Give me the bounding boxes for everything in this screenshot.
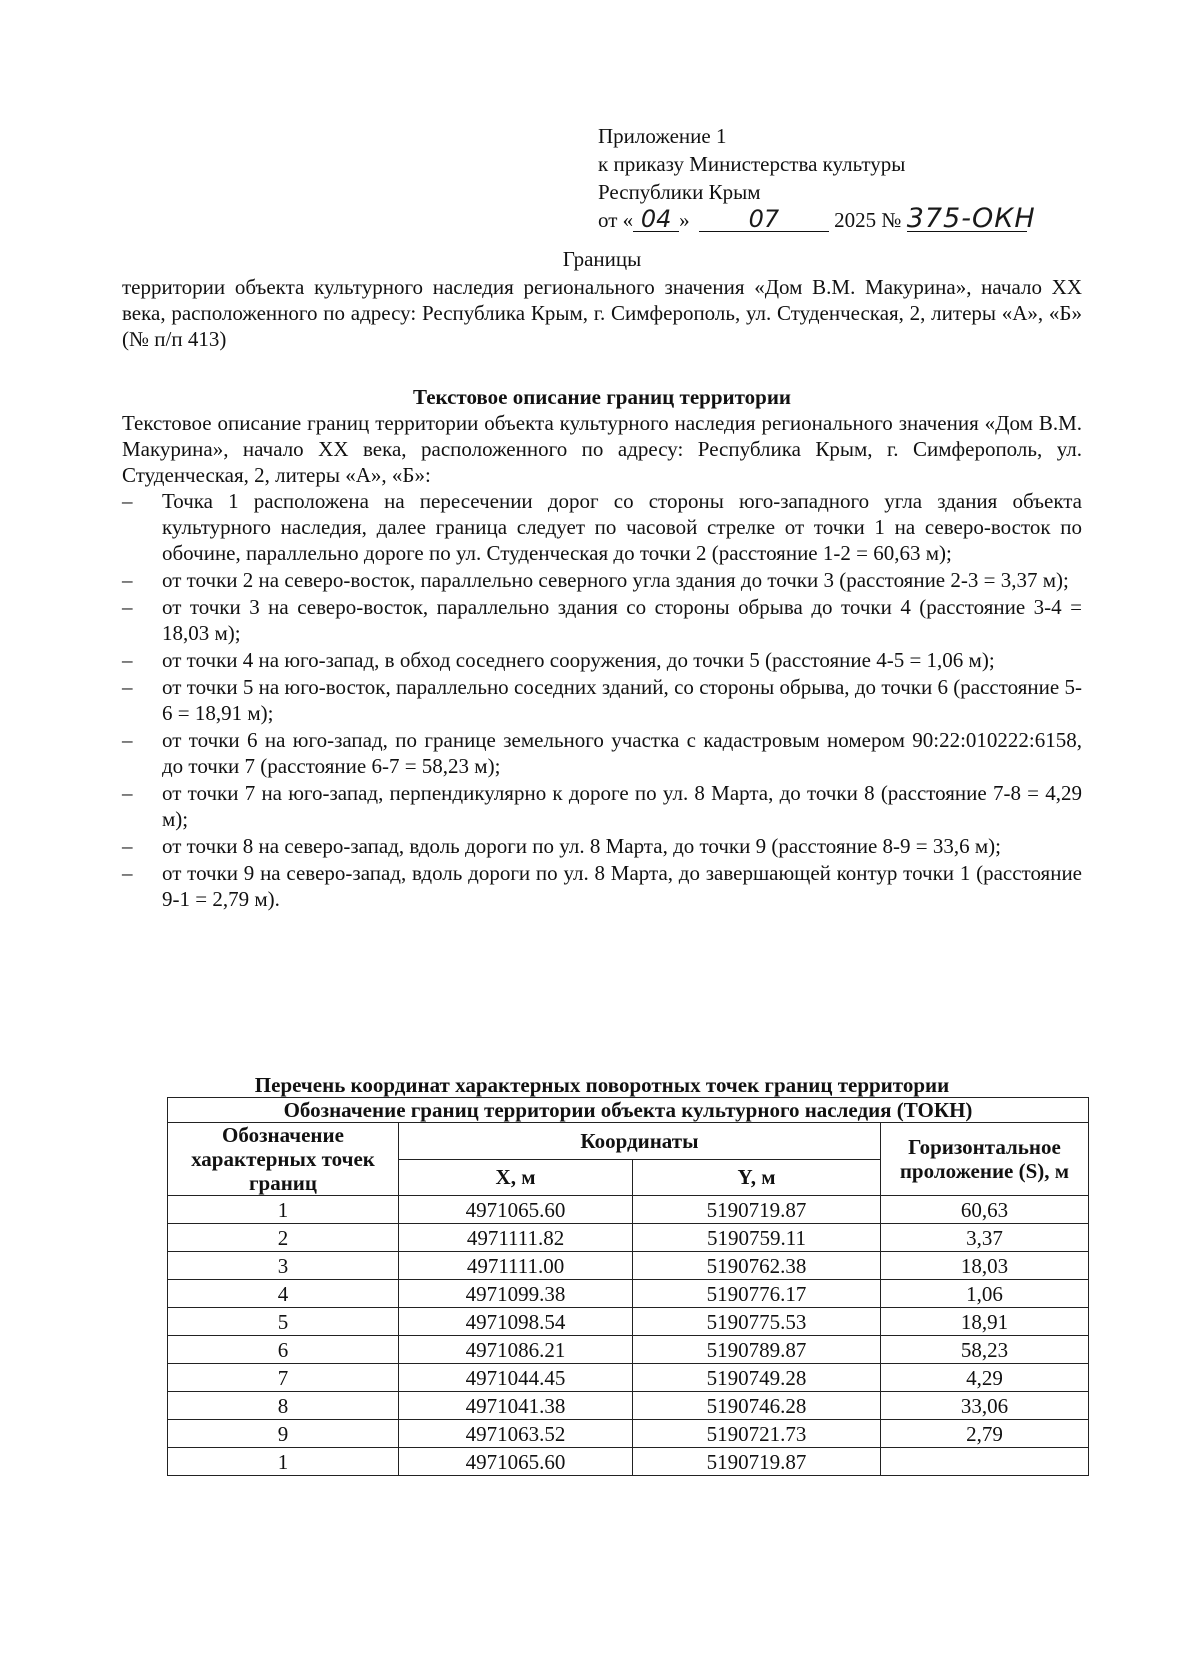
cell-x: 4971086.21 [398,1336,632,1364]
cell-x: 4971098.54 [398,1308,632,1336]
appendix-number: Приложение 1 [598,124,727,148]
bullet-dash: – [122,568,133,592]
cell-distance [880,1448,1088,1476]
boundary-segment-item [122,860,1082,912]
cell-point: 1 [168,1196,399,1224]
cell-distance: 18,03 [880,1252,1088,1280]
boundary-segment-text: Точка 1 расположена на пересечении дорог со стороны юго-западного угла здания объекта культурного наследия, далее граница следует по часовой стрелке от точки 1 на северо-восток по обочине, параллельно дороге по ул. Студенческая до точки 2 (расстояние 1-2 = 60,63 м); [162,489,1082,565]
table-row [168,1196,1089,1224]
bullet-dash: – [122,489,133,513]
bullet-dash: – [122,834,133,858]
bullet-dash: – [122,728,133,752]
cell-point: 9 [168,1420,399,1448]
cell-y: 5190762.38 [633,1252,881,1280]
boundary-segment-text: от точки 6 на юго-запад, по границе земельного участка с кадастровым номером 90:22:010222:6158, до точки 7 (расстояние 6-7 = 58,23 м); [162,728,1082,778]
boundary-segment-text: от точки 3 на северо-восток, параллельно здания со стороны обрыва до точки 4 (расстояние 3-4 = 18,03 м); [162,595,1082,645]
boundary-segment-item [122,674,1082,726]
boundary-segment-text: от точки 7 на юго-запад, перпендикулярно к дороге по ул. 8 Марта, до точки 8 (расстояние 7-8 = 4,29 м); [162,781,1082,831]
bullet-dash: – [122,781,133,805]
coordinates-body [168,1196,1089,1476]
cell-point: 3 [168,1252,399,1280]
date-year: 2025 № [834,208,902,232]
header-point: Обозначение характерных точек границ [168,1123,399,1196]
cell-x: 4971099.38 [398,1280,632,1308]
header-horizontal-distance: Горизонтальное проложение (S), м [880,1123,1088,1196]
table-row [168,1448,1089,1476]
date-day-handwritten: 04 [633,207,679,232]
table-row [168,1224,1089,1252]
header-x: X, м [398,1159,632,1196]
boundary-segment-text: от точки 5 на юго-восток, параллельно соседних зданий, со стороны обрыва, до точки 6 (расстояние 5-6 = 18,91 м); [162,675,1082,725]
date-month-handwritten: 07 [699,207,829,232]
cell-point: 1 [168,1448,399,1476]
bullet-dash: – [122,675,133,699]
cell-distance: 1,06 [880,1280,1088,1308]
table-row [168,1392,1089,1420]
cell-point: 4 [168,1280,399,1308]
table-caption: Обозначение границ территории объекта культурного наследия (ТОКН) [168,1098,1089,1123]
boundary-segment-text: от точки 4 на юго-запад, в обход соседнего сооружения, до точки 5 (расстояние 4-5 = 1,06 м); [162,648,995,672]
document-title: территории объекта культурного наследия регионального значения «Дом В.М. Макурина», начало XX века, расположенного по адресу: Республика Крым, г. Симферополь, ул. Студенческая, 2, литеры «А», «Б» (№ п/п 413) [122,275,1082,351]
appendix-date-line [598,203,1078,234]
table-row [168,1252,1089,1280]
cell-y: 5190749.28 [633,1364,881,1392]
appendix-header [598,122,1078,234]
boundary-segment-text: от точки 2 на северо-восток, параллельно северного угла здания до точки 3 (расстояние 2-3 = 3,37 м); [162,568,1069,592]
cell-y: 5190789.87 [633,1336,881,1364]
header-y: Y, м [633,1159,881,1196]
bullet-dash: – [122,648,133,672]
cell-y: 5190721.73 [633,1420,881,1448]
appendix-republic: Республики Крым [598,180,761,204]
cell-y: 5190775.53 [633,1308,881,1336]
cell-x: 4971044.45 [398,1364,632,1392]
cell-distance: 58,23 [880,1336,1088,1364]
table-row [168,1336,1089,1364]
cell-distance: 18,91 [880,1308,1088,1336]
cell-y: 5190746.28 [633,1392,881,1420]
date-mid: » [679,208,690,232]
appendix-order-ref: к приказу Министерства культуры [598,152,906,176]
cell-distance: 60,63 [880,1196,1088,1224]
date-prefix: от « [598,208,634,232]
cell-x: 4971065.60 [398,1196,632,1224]
table-title: Перечень координат характерных поворотных точек границ территории [254,1073,950,1097]
cell-point: 6 [168,1336,399,1364]
boundary-segment-text: от точки 9 на северо-запад, вдоль дороги по ул. 8 Марта, до завершающей контур точки 1 (расстояние 9-1 = 2,79 м). [162,861,1082,911]
coordinates-table [167,1097,1089,1476]
boundary-segment-item [122,647,1082,673]
cell-y: 5190776.17 [633,1280,881,1308]
bullet-dash: – [122,861,133,885]
boundary-segment-item [122,488,1082,566]
cell-x: 4971111.00 [398,1252,632,1280]
cell-distance: 33,06 [880,1392,1088,1420]
cell-y: 5190759.11 [633,1224,881,1252]
cell-point: 5 [168,1308,399,1336]
header-coordinates: Координаты [398,1123,880,1160]
boundary-description-list [122,488,1082,913]
cell-x: 4971065.60 [398,1448,632,1476]
cell-distance: 2,79 [880,1420,1088,1448]
cell-x: 4971063.52 [398,1420,632,1448]
table-row [168,1364,1089,1392]
cell-distance: 3,37 [880,1224,1088,1252]
boundary-segment-item [122,727,1082,779]
boundary-segment-item [122,780,1082,832]
boundary-segment-item [122,567,1082,593]
cell-y: 5190719.87 [633,1448,881,1476]
document-heading: Границы [562,247,642,271]
cell-point: 8 [168,1392,399,1420]
cell-x: 4971111.82 [398,1224,632,1252]
bullet-dash: – [122,595,133,619]
table-row [168,1420,1089,1448]
cell-point: 2 [168,1224,399,1252]
cell-point: 7 [168,1364,399,1392]
order-number-handwritten: 375-ОКН [906,203,1036,234]
section-title: Текстовое описание границ территории [412,385,792,409]
boundary-segment-item [122,833,1082,859]
boundary-segment-text: от точки 8 на северо-запад, вдоль дороги по ул. 8 Марта, до точки 9 (расстояние 8-9 = 33,6 м); [162,834,1001,858]
cell-y: 5190719.87 [633,1196,881,1224]
intro-paragraph: Текстовое описание границ территории объекта культурного наследия регионального значения «Дом В.М. Макурина», начало XX века, расположенного по адресу: Республика Крым, г. Симферополь, ул. Студенческая, 2, литеры «А», «Б»: [122,411,1082,487]
cell-distance: 4,29 [880,1364,1088,1392]
table-row [168,1308,1089,1336]
cell-x: 4971041.38 [398,1392,632,1420]
table-row [168,1280,1089,1308]
boundary-segment-item [122,594,1082,646]
